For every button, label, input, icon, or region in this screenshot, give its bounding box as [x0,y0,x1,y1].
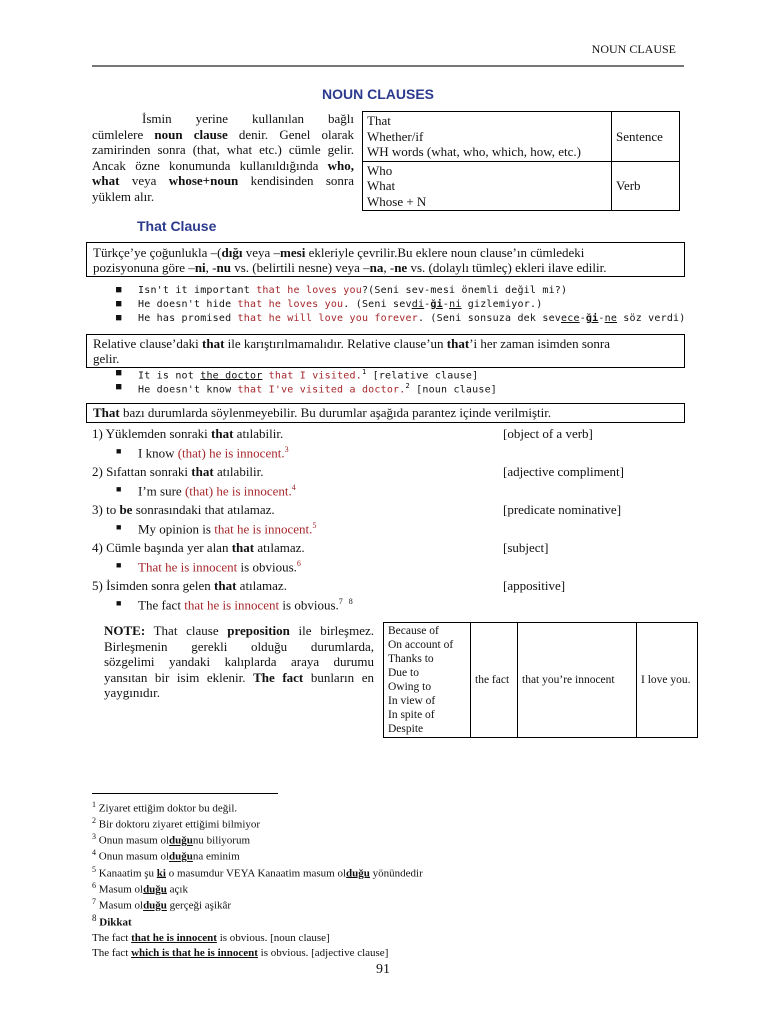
info-box-translation: Türkçe’ye çoğunlukla –(dığı veya –mesi ekleriyle çevrilir.Bu eklere noun clause’ın cümledeki pozisyonuna göre –ni, -nu vs. (belirtili nesne) veya –na, -ne vs. (dolaylı tümleç) ekleri ilave edilir. [86,242,685,277]
intro-line: yüklem alır. [92,188,155,204]
rule-item: 1) Yüklemden sonraki that atılabilir. [object of a verb] ■ I know (that) he is innocent.$^3$ [92,426,692,460]
rule-text: 3) to be sonrasındaki that atılamaz. [92,502,275,517]
rule-item: 4) Cümle başında yer alan that atılamaz. [subject] ■ That he is innocent is obvious.$^6$ [92,540,692,574]
footnote: $^6$ Masum olduğu açık [92,880,188,896]
info-box-omission: That bazı durumlarda söylenmeyebilir. Bu durumlar aşağıda parantez içinde verilmiştir. [86,403,685,423]
intro-line: cümlelere noun clause denir. Genel olarak [92,126,355,142]
info-box-relative-clause: Relative clause’daki that ile karıştırılmamalıdır. Relative clause’un that’i her zaman isimden sonra gelir. [86,334,685,368]
footnote: $^5$ Kanaatim şu ki o masumdur VEYA Kanaatim masum olduğu yönündedir [92,864,423,880]
rule-tag: [subject] [503,540,549,555]
page-title: NOUN CLAUSES [322,86,435,102]
intro-line: what veya whose+noun kendisinden sonra [92,173,354,188]
rule-text: 4) Cümle başında yer alan that atılamaz. [92,540,305,555]
rule-item: 2) Sıfattan sonraki that atılabilir. [adjective compliment] ■ I’m sure (that) he is innocent.$^4$ [92,464,692,498]
rule-item: 5) İsimden sonra gelen that atılamaz. [appositive] ■ The fact that he is innocent is obvious.$^{7 8}$ [92,578,692,612]
footnote-example: The fact that he is innocent is obvious. [noun clause] [92,932,330,945]
section-heading-that-clause: That Clause [137,218,217,234]
footnote-rule [92,793,278,794]
clause-starters-cell: Who What Whose + N [363,161,612,211]
rule-tag: [predicate nominative] [503,502,622,517]
result-cell: Verb [612,161,680,211]
rule-text: 2) Sıfattan sonraki that atılabilir. [92,464,264,479]
table-row [363,112,680,162]
header-rule [92,65,684,67]
intro-paragraph [92,111,354,204]
footnotes [92,799,592,961]
rule-tag: [adjective compliment] [503,464,624,479]
clause-starters-cell: That Whether/if WH words (what, who, which, how, etc.) [363,112,612,162]
clause-type-table [362,111,680,211]
footnote: $^1$ Ziyaret ettiğim doktor bu değil. [92,800,238,815]
footnote: $^3$ Onun masum olduğunu biliyorum [92,832,251,847]
table-row [384,623,698,738]
intro-line: Ancak özne konumunda kullanıldığında who, [92,157,354,173]
rule-tag: [appositive] [503,578,566,593]
prepositions-cell: Because of On account of Thanks to Due to Owing to In view of In spite of Despite [384,623,471,738]
note-paragraph: NOTE: That clause preposition ile birleşmez. Birleşmenin gerekli olduğu durumlarda, sözgelimi yandaki kalıplarda araya durumu yansıtan bir isim eklenir. The fact bunların en yaygınıdır. [104,623,374,700]
rule-tag: [object of a verb] [503,426,593,441]
result-cell: Sentence [612,112,680,162]
rule-text: 5) İsimden sonra gelen that atılamaz. [92,578,287,593]
main-clause-cell: I love you. [637,623,698,738]
running-header: NOUN CLAUSE [591,42,676,56]
preposition-table [383,622,698,738]
rule-text: 1) Yüklemden sonraki that atılabilir. [92,426,284,441]
rule-item: 3) to be sonrasındaki that atılamaz. [predicate nominative] ■ My opinion is that he is innocent.$^5$ [92,502,692,536]
intro-line: İsmin yerine kullanılan bağlı [142,111,354,126]
footnote: $^2$ Bir doktoru ziyaret ettiğimi bilmiyor [92,816,261,831]
footnote: $^7$ Masum olduğu gerçeği aşikâr [92,896,232,912]
intro-line: zamirinden sonra (that, what etc.) cümle gelir. [92,142,354,157]
footnote-example: The fact which is that he is innocent is obvious. [adjective clause] [92,947,389,960]
footnote: $^8$ Dikkat [92,913,132,929]
clause-cell: that you’re innocent [518,623,637,738]
noun-cell: the fact [471,623,518,738]
table-row [363,161,680,211]
footnote: $^4$ Onun masum olduğuna eminim [92,848,240,864]
page-number: 91 [376,962,390,977]
